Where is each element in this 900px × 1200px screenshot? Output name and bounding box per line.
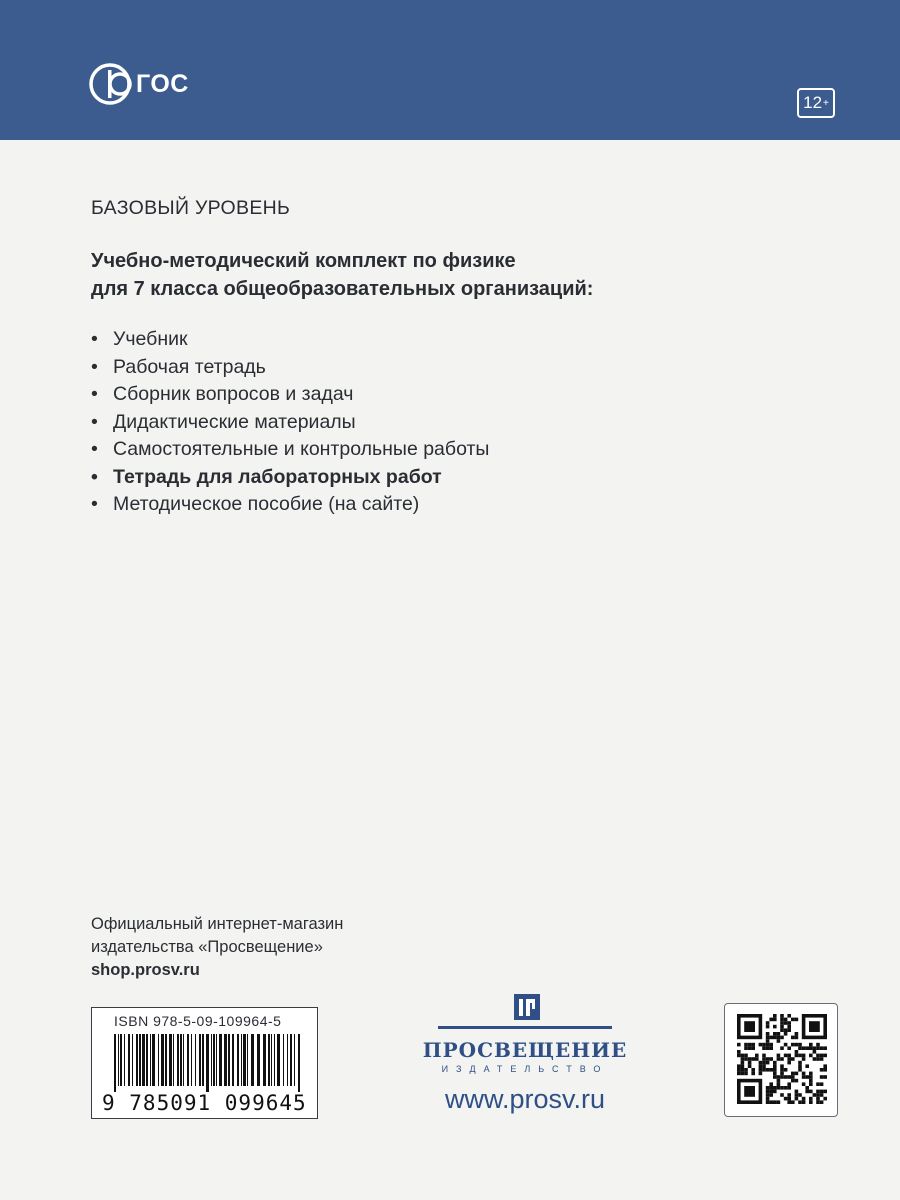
age-rating-plus: + (823, 97, 829, 109)
fgos-logo-text: ГОС (136, 69, 189, 98)
publisher-emblem-icon (430, 990, 620, 1034)
list-item-label: Методическое пособие (на сайте) (113, 493, 420, 515)
fgos-emblem-icon (88, 62, 134, 106)
bullet-icon: • (91, 410, 98, 433)
ean-number: 9 785091 099645 (102, 1091, 307, 1115)
list-item-current (91, 464, 489, 492)
shop-line: издательства «Просвещение» (91, 938, 323, 956)
shop-info (91, 913, 343, 982)
qr-code-box (724, 1003, 838, 1117)
isbn-barcode-box (91, 1007, 318, 1119)
fgos-logo (88, 62, 189, 106)
kit-items-list (91, 326, 489, 519)
list-item-label: Самостоятельные и контрольные работы (113, 438, 490, 460)
kit-title-line: для 7 класса общеобразовательных организаций: (91, 278, 594, 300)
publisher-subtitle: ИЗДАТЕЛЬСТВО (441, 1064, 609, 1074)
bullet-icon: • (91, 355, 98, 378)
bullet-icon: • (91, 328, 98, 350)
list-item (91, 326, 489, 354)
list-item-label: Дидактические материалы (113, 410, 356, 433)
list-item-label: Рабочая тетрадь (113, 355, 266, 378)
publisher-logo (420, 990, 630, 1115)
list-item-label: Тетрадь для лабораторных работ (113, 465, 442, 488)
kit-title (91, 247, 593, 303)
list-item (91, 436, 489, 464)
shop-url[interactable]: shop.prosv.ru (91, 961, 200, 979)
level-label: БАЗОВЫЙ УРОВЕНЬ (91, 197, 291, 219)
publisher-website[interactable]: www.prosv.ru (444, 1084, 606, 1114)
bullet-icon: • (91, 465, 98, 488)
age-rating-badge (797, 88, 835, 118)
list-item (91, 354, 489, 382)
list-item-label: Учебник (113, 328, 188, 350)
list-item-label: Сборник вопросов и задач (113, 383, 354, 405)
bullet-icon: • (91, 383, 98, 405)
bullet-icon: • (91, 438, 98, 460)
age-rating-value: 12 (803, 93, 823, 112)
publisher-name: ПРОСВЕЩЕНИЕ (422, 1038, 628, 1062)
qr-code-icon (737, 1014, 827, 1104)
kit-title-line: Учебно-методический комплект по физике (91, 250, 516, 272)
bullet-icon: • (91, 493, 98, 515)
list-item (91, 381, 489, 409)
list-item (91, 491, 489, 519)
shop-line: Официальный интернет-магазин (91, 915, 344, 933)
list-item (91, 409, 489, 437)
barcode-icon (114, 1034, 304, 1092)
isbn-label: ISBN 978-5-09-109964-5 (114, 1013, 282, 1029)
